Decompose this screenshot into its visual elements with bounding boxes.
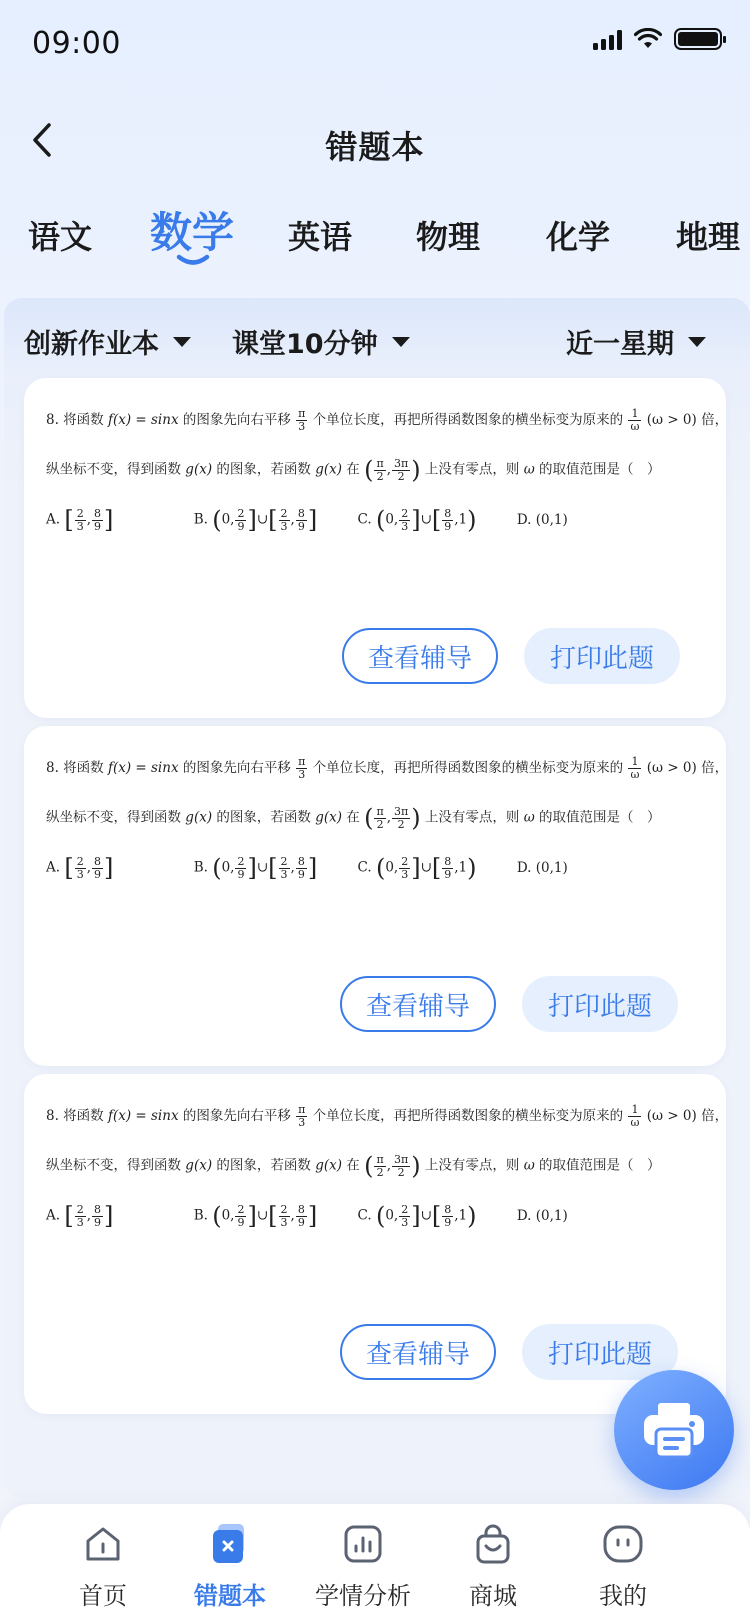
tab-math[interactable]: 数学 (150, 208, 235, 257)
status-time: 09:00 (32, 26, 121, 61)
page-title: 错题本 (325, 128, 425, 166)
printer-icon (642, 1401, 706, 1459)
question-card (24, 1074, 729, 1414)
subject-tabs (0, 200, 750, 270)
question-line-1: 8. 将函数 f(x) = sinx 的图象先向右平移 $\frac{\pi}{3}$ 个单位长度，再把所得函数图象的横坐标变为原来的 $\frac{1}{\omega}$ (ω > 0) 倍， (46, 407, 729, 433)
analysis-icon (343, 1524, 383, 1564)
caret-down-icon (173, 337, 191, 347)
question-line-1: 8. 将函数 f(x) = sinx 的图象先向右平移 $\frac{\pi}{3}$ 个单位长度，再把所得函数图象的横坐标变为原来的 $\frac{1}{\omega}$ (ω > 0) 倍， (46, 755, 729, 781)
print-question-button[interactable]: 打印此题 (522, 976, 678, 1032)
nav-profile[interactable] (568, 1522, 678, 1611)
question-line-2: 纵坐标不变，得到函数 g(x) 的图象，若函数 g(x) 在 ( $\frac{\pi}{2}$ , $\frac{3\pi}{2}$ ) 上没有零点，则 ω 的取值范围是（ ） (46, 804, 661, 832)
caret-down-icon (688, 337, 706, 347)
tab-chemistry[interactable]: 化学 (546, 218, 611, 256)
nav-home[interactable] (48, 1522, 158, 1611)
nav-analysis[interactable] (308, 1522, 418, 1611)
question-line-2: 纵坐标不变，得到函数 g(x) 的图象，若函数 g(x) 在 ( $\frac{\pi}{2}$ , $\frac{3\pi}{2}$ ) 上没有零点，则 ω 的取值范围是（ ） (46, 1152, 661, 1180)
print-question-button[interactable]: 打印此题 (524, 628, 680, 684)
bottom-nav (0, 1504, 750, 1624)
wifi-icon (634, 28, 662, 50)
error-book-icon (210, 1523, 250, 1565)
nav-error-book[interactable] (175, 1522, 285, 1611)
home-icon (83, 1524, 123, 1564)
nav-error-book-label: 错题本 (194, 1582, 266, 1610)
tab-chinese[interactable]: 语文 (28, 218, 93, 256)
question-options: A. [ $\frac{2}{3}$ , $\frac{8}{9}$ ] B. (0, $\frac{2}{9}$ ]∪[ $\frac{2}{3}$ , $\frac{8}{9}$ ] C. (0, $\frac{2}{3}$ ]∪[ $\frac{8}{9}$ ,1) D. (0,1) (46, 1202, 568, 1230)
filter-time[interactable] (566, 322, 706, 361)
shop-icon (473, 1523, 513, 1565)
battery-icon (674, 28, 722, 50)
nav-profile-label: 我的 (599, 1582, 647, 1610)
question-card (24, 726, 729, 1066)
status-bar (0, 0, 750, 90)
nav-shop[interactable] (438, 1522, 548, 1611)
filter-book-label: 创新作业本 (24, 329, 159, 360)
signal-icon (593, 28, 622, 50)
filter-book[interactable] (24, 322, 191, 361)
floating-print-button[interactable] (614, 1370, 734, 1490)
nav-analysis-label: 学情分析 (315, 1582, 411, 1610)
question-options: A. [ $\frac{2}{3}$ , $\frac{8}{9}$ ] B. (0, $\frac{2}{9}$ ]∪[ $\frac{2}{3}$ , $\frac{8}{9}$ ] C. (0, $\frac{2}{3}$ ]∪[ $\frac{8}{9}$ ,1) D. (0,1) (46, 506, 568, 534)
nav-shop-label: 商城 (469, 1582, 517, 1610)
tab-english[interactable]: 英语 (288, 218, 353, 256)
active-tab-indicator (176, 254, 210, 266)
print-question-button[interactable]: 打印此题 (522, 1324, 678, 1380)
question-card (24, 378, 729, 718)
filter-course-label: 课堂10分钟 (232, 329, 378, 360)
view-guide-button[interactable]: 查看辅导 (340, 1324, 496, 1380)
view-guide-button[interactable]: 查看辅导 (342, 628, 498, 684)
nav-home-label: 首页 (79, 1582, 127, 1610)
filter-course[interactable] (232, 322, 410, 361)
question-options: A. [ $\frac{2}{3}$ , $\frac{8}{9}$ ] B. (0, $\frac{2}{9}$ ]∪[ $\frac{2}{3}$ , $\frac{8}{9}$ ] C. (0, $\frac{2}{3}$ ]∪[ $\frac{8}{9}$ ,1) D. (0,1) (46, 854, 568, 882)
question-line-2: 纵坐标不变，得到函数 g(x) 的图象，若函数 g(x) 在 ( $\frac{\pi}{2}$ , $\frac{3\pi}{2}$ ) 上没有零点，则 ω 的取值范围是（ ） (46, 456, 661, 484)
profile-icon (602, 1524, 644, 1564)
question-line-1: 8. 将函数 f(x) = sinx 的图象先向右平移 $\frac{\pi}{3}$ 个单位长度，再把所得函数图象的横坐标变为原来的 $\frac{1}{\omega}$ (ω > 0) 倍， (46, 1103, 729, 1129)
tab-physics[interactable]: 物理 (416, 218, 481, 256)
status-icons (593, 28, 722, 50)
caret-down-icon (392, 337, 410, 347)
view-guide-button[interactable]: 查看辅导 (340, 976, 496, 1032)
tab-geography[interactable]: 地理 (676, 218, 741, 256)
filter-time-label: 近一星期 (566, 329, 674, 360)
